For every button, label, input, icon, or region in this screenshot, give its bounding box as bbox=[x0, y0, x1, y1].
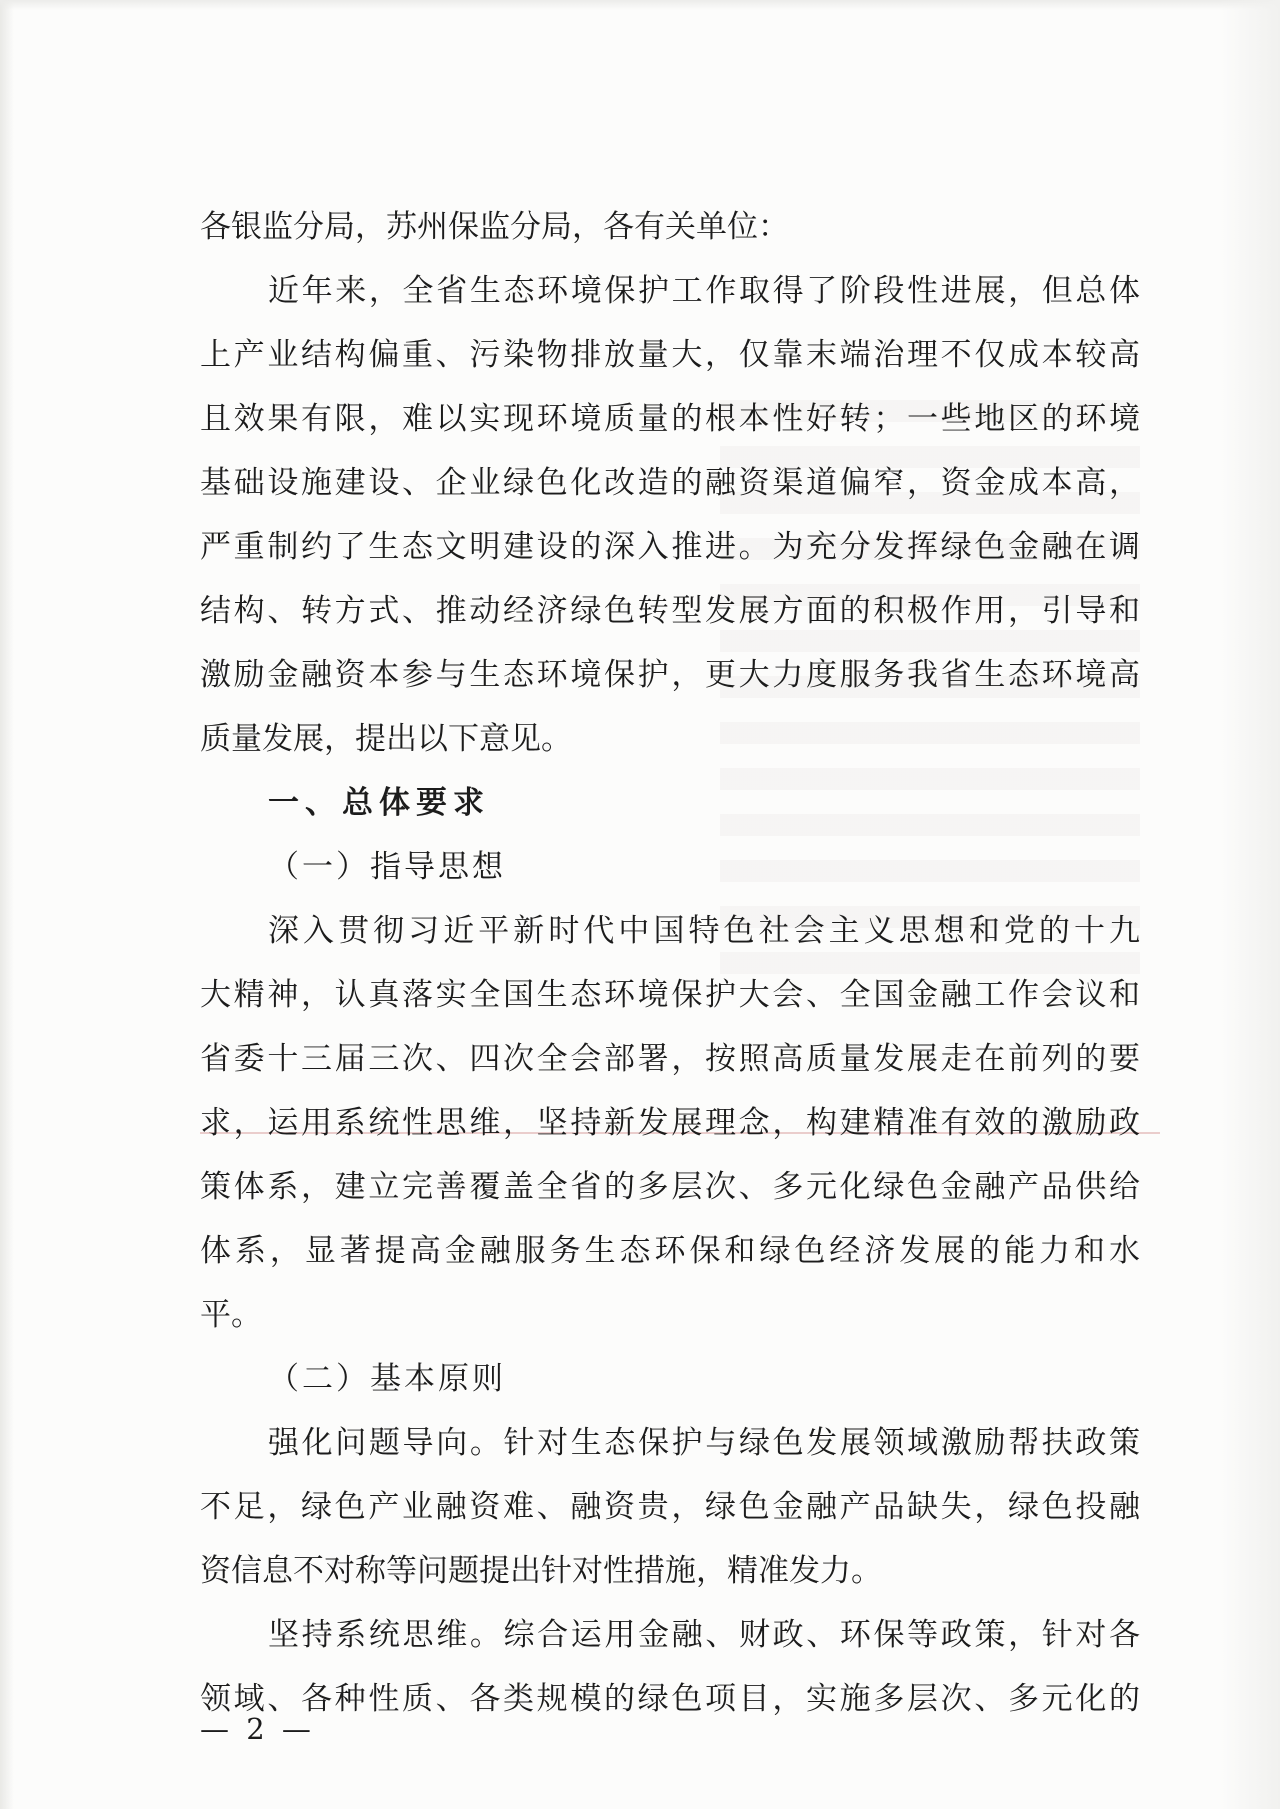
paragraph-line: 省委十三届三次、四次全会部署，按照高质量发展走在前列的要 bbox=[200, 1041, 1140, 1077]
paragraph-line: 激励金融资本参与生态环境保护，更大力度服务我省生态环境高 bbox=[200, 657, 1140, 693]
paragraph-line: 领域、各种性质、各类规模的绿色项目，实施多层次、多元化的 bbox=[200, 1681, 1140, 1717]
paragraph-line: 基础设施建设、企业绿色化改造的融资渠道偏窄，资金成本高， bbox=[200, 465, 1140, 501]
paragraph-line: 上产业结构偏重、污染物排放量大，仅靠末端治理不仅成本较高 bbox=[200, 337, 1140, 373]
addressee-line: 各银监分局，苏州保监分局，各有关单位： bbox=[200, 209, 789, 245]
paragraph-line: 大精神，认真落实全国生态环境保护大会、全国金融工作会议和 bbox=[200, 977, 1140, 1013]
subsection-heading: （二）基本原则 bbox=[268, 1361, 506, 1397]
paragraph-line: 策体系，建立完善覆盖全省的多层次、多元化绿色金融产品供给 bbox=[200, 1169, 1140, 1205]
page-number: — 2 — bbox=[200, 1712, 315, 1746]
paragraph-line: 坚持系统思维。综合运用金融、财政、环保等政策，针对各 bbox=[268, 1617, 1140, 1653]
paragraph-line: 深入贯彻习近平新时代中国特色社会主义思想和党的十九 bbox=[268, 913, 1140, 949]
paragraph-line: 求，运用系统性思维，坚持新发展理念，构建精准有效的激励政 bbox=[200, 1105, 1140, 1141]
paragraph-line: 且效果有限，难以实现环境质量的根本性好转；一些地区的环境 bbox=[200, 401, 1140, 437]
section-heading: 一、总体要求 bbox=[268, 785, 490, 821]
paragraph-line: 资信息不对称等问题提出针对性措施，精准发力。 bbox=[200, 1553, 882, 1589]
paragraph-line: 近年来，全省生态环境保护工作取得了阶段性进展，但总体 bbox=[268, 273, 1140, 309]
paragraph-line: 体系，显著提高金融服务生态环保和绿色经济发展的能力和水 bbox=[200, 1233, 1140, 1269]
paragraph-line: 严重制约了生态文明建设的深入推进。为充分发挥绿色金融在调 bbox=[200, 529, 1140, 565]
paragraph-line: 结构、转方式、推动经济绿色转型发展方面的积极作用，引导和 bbox=[200, 593, 1140, 629]
subsection-heading: （一）指导思想 bbox=[268, 849, 506, 885]
paragraph-line: 平。 bbox=[200, 1297, 262, 1333]
paragraph-line: 不足，绿色产业融资难、融资贵，绿色金融产品缺失，绿色投融 bbox=[200, 1489, 1140, 1525]
paragraph-line: 质量发展，提出以下意见。 bbox=[200, 721, 572, 757]
paragraph-line: 强化问题导向。针对生态保护与绿色发展领域激励帮扶政策 bbox=[268, 1425, 1140, 1461]
